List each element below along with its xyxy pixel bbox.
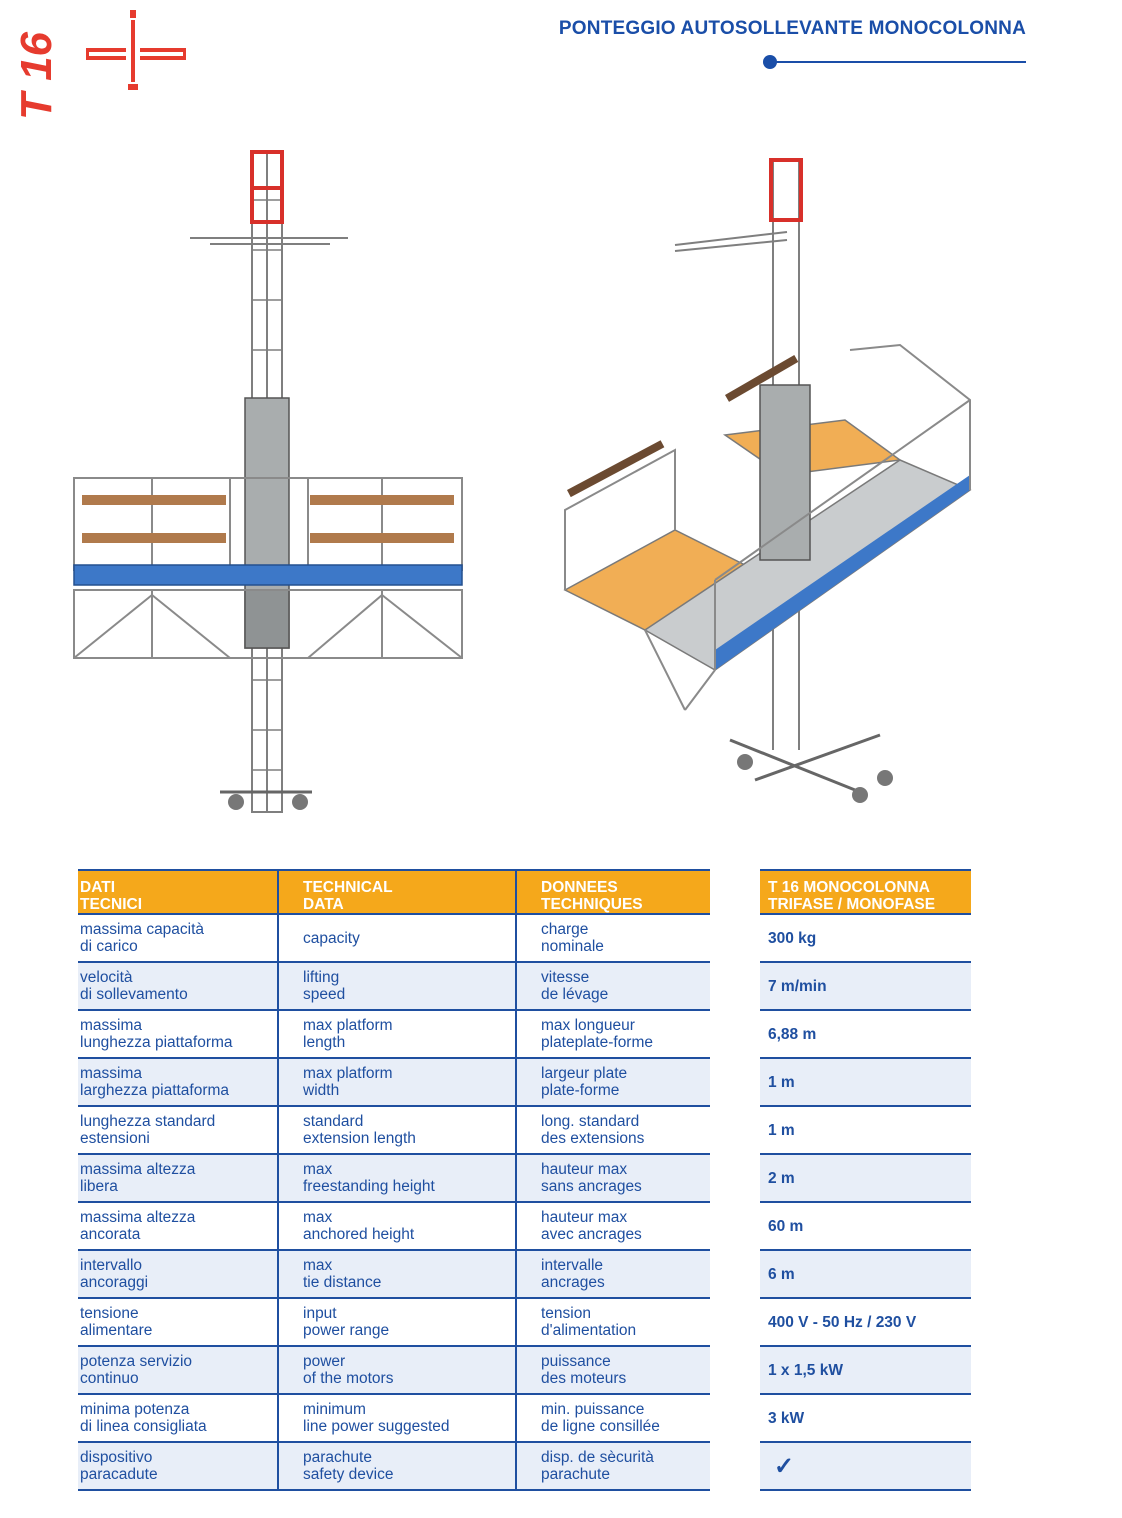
table-row xyxy=(78,1154,710,1202)
cell-fr: hauteur max avec ancrages xyxy=(516,1202,710,1250)
table-row xyxy=(760,1058,971,1106)
header-it: DATI TECNICI xyxy=(78,870,278,914)
table-row xyxy=(78,1202,710,1250)
table-row xyxy=(760,1346,971,1394)
cell-it: minima potenza di linea consigliata xyxy=(78,1394,278,1442)
cell-fr: tension d'alimentation xyxy=(516,1298,710,1346)
cell-it: tensione alimentare xyxy=(78,1298,278,1346)
table-row xyxy=(760,1154,971,1202)
cell-it: intervallo ancoraggi xyxy=(78,1250,278,1298)
table-row xyxy=(78,1298,710,1346)
cell-it: massima altezza ancorata xyxy=(78,1202,278,1250)
model-values-table xyxy=(760,869,971,1491)
cell-en: max anchored height xyxy=(278,1202,516,1250)
checkmark-icon: ✓ xyxy=(760,1442,971,1490)
table-row xyxy=(760,1250,971,1298)
value-power-range: 400 V - 50 Hz / 230 V xyxy=(760,1298,971,1346)
value-line-power: 3 kW xyxy=(760,1394,971,1442)
table-row xyxy=(760,1442,971,1490)
title-underline-rule xyxy=(762,53,1026,71)
cell-it: massima altezza libera xyxy=(78,1154,278,1202)
table-row xyxy=(760,1298,971,1346)
document-title: PONTEGGIO AUTOSOLLEVANTE MONOCOLONNA xyxy=(558,18,1026,39)
table-row xyxy=(78,914,710,962)
cell-en: parachute safety device xyxy=(278,1442,516,1490)
brand-model-label: T 16 xyxy=(12,31,61,121)
cell-fr: charge nominale xyxy=(516,914,710,962)
table-row xyxy=(78,1058,710,1106)
brand-logo-icon xyxy=(84,10,188,90)
cell-en: max platform width xyxy=(278,1058,516,1106)
cell-it: potenza servizio continuo xyxy=(78,1346,278,1394)
table-row xyxy=(78,1106,710,1154)
front-elevation-drawing xyxy=(60,140,480,830)
table-row xyxy=(760,1202,971,1250)
header-fr: DONNEES TECHNIQUES xyxy=(516,870,710,914)
table-row xyxy=(78,1250,710,1298)
cell-fr: min. puissance de ligne consillée xyxy=(516,1394,710,1442)
table-row xyxy=(760,914,971,962)
table-header-row xyxy=(78,870,710,914)
value-anchored-height: 60 m xyxy=(760,1202,971,1250)
cell-en: input power range xyxy=(278,1298,516,1346)
cell-fr: hauteur max sans ancrages xyxy=(516,1154,710,1202)
cell-fr: largeur plate plate-forme xyxy=(516,1058,710,1106)
isometric-drawing xyxy=(555,150,995,825)
cell-it: massima larghezza piattaforma xyxy=(78,1058,278,1106)
cell-en: minimum line power suggested xyxy=(278,1394,516,1442)
cell-en: lifting speed xyxy=(278,962,516,1010)
cell-en: max freestanding height xyxy=(278,1154,516,1202)
table-row xyxy=(760,962,971,1010)
cell-fr: long. standard des extensions xyxy=(516,1106,710,1154)
cell-en: max tie distance xyxy=(278,1250,516,1298)
cell-it: dispositivo paracadute xyxy=(78,1442,278,1490)
table-header-row xyxy=(760,870,971,914)
cell-it: velocità di sollevamento xyxy=(78,962,278,1010)
value-tie-distance: 6 m xyxy=(760,1250,971,1298)
table-row xyxy=(760,1010,971,1058)
cell-fr: intervalle ancrages xyxy=(516,1250,710,1298)
cell-en: standard extension length xyxy=(278,1106,516,1154)
value-motor-power: 1 x 1,5 kW xyxy=(760,1346,971,1394)
cell-fr: disp. de sècurità parachute xyxy=(516,1442,710,1490)
table-row xyxy=(78,1394,710,1442)
table-row xyxy=(78,1442,710,1490)
value-platform-length: 6,88 m xyxy=(760,1010,971,1058)
cell-en: capacity xyxy=(278,914,516,962)
cell-it: massima lunghezza piattaforma xyxy=(78,1010,278,1058)
value-platform-width: 1 m xyxy=(760,1058,971,1106)
table-row xyxy=(78,962,710,1010)
table-row xyxy=(78,1346,710,1394)
table-row xyxy=(78,1010,710,1058)
technical-data-table xyxy=(78,869,710,1491)
table-row xyxy=(760,1106,971,1154)
cell-fr: puissance des moteurs xyxy=(516,1346,710,1394)
cell-it: lunghezza standard estensioni xyxy=(78,1106,278,1154)
cell-en: max platform length xyxy=(278,1010,516,1058)
header-en: TECHNICAL DATA xyxy=(278,870,516,914)
cell-it: massima capacità di carico xyxy=(78,914,278,962)
value-capacity: 300 kg xyxy=(760,914,971,962)
value-freestanding-height: 2 m xyxy=(760,1154,971,1202)
value-extension-length: 1 m xyxy=(760,1106,971,1154)
cell-fr: vitesse de lévage xyxy=(516,962,710,1010)
cell-en: power of the motors xyxy=(278,1346,516,1394)
table-row xyxy=(760,1394,971,1442)
value-speed: 7 m/min xyxy=(760,962,971,1010)
cell-fr: max longueur plateplate-forme xyxy=(516,1010,710,1058)
header-model: T 16 MONOCOLONNA TRIFASE / MONOFASE xyxy=(760,870,971,914)
